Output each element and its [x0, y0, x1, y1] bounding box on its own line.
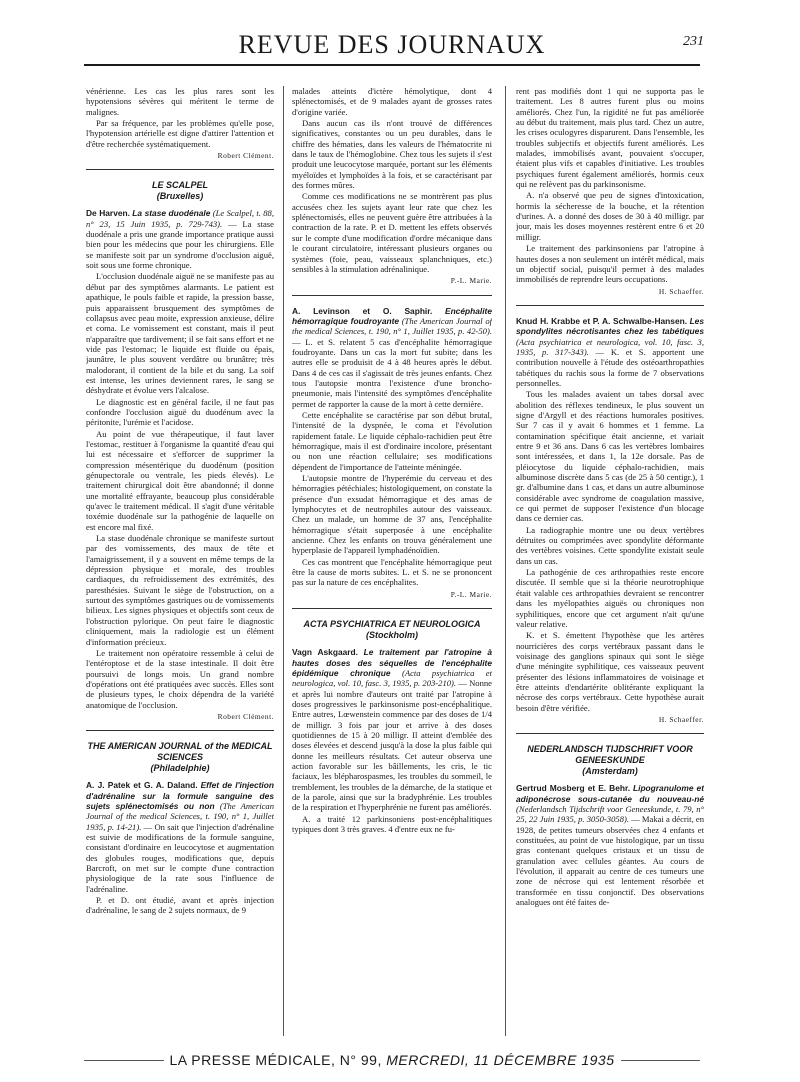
article-lead	[516, 316, 704, 388]
section-divider	[86, 169, 274, 170]
article-lead	[86, 780, 274, 894]
footer-issue: N° 99,	[339, 1052, 382, 1068]
paragraph: L'autopsie montre de l'hyperémie du cerveau et des hémorragies pétéchiales; histologiquement, on constate la présence d'un exsudat hémorragique et des amas de lymphocytes et de neutrophiles autour des vaisseaux. Chez un malade, un homme de 37 ans, l'encéphalite hémorragique s'était superposée à une encéphalite ancienne. Chez les enfants on trouva généralement une hyperplasie de l'appareil lymphadénoïdien.	[292, 473, 492, 556]
column-rule-left	[283, 86, 284, 1036]
footer-text	[164, 1052, 621, 1068]
footer-rule-left	[84, 1060, 164, 1061]
paragraph: A. n'a observé que peu de signes d'intoxication, hormis la sécheresse de la bouche, et la rétention d'urines. A. a donné des doses de 30 à 40 milligr. par jour, mais les doses moyennes restèrent entre 6 et 20 milligr.	[516, 190, 704, 242]
article-title: Le traitement par l'atropine à hautes doses des séquelles de l'encéphalite épidémique chronique	[292, 647, 492, 678]
footer-rule-right	[621, 1060, 701, 1061]
article-reference: (The American Journal of the medical Sciences, t. 190, n° 1, Juillet 1935, p. 42-50).	[292, 315, 492, 337]
author-signature: H. Schaeffer.	[658, 286, 704, 296]
footer-date: MERCREDI, 11 DÉCEMBRE 1935	[386, 1052, 615, 1068]
section-divider	[292, 608, 492, 609]
column-3	[516, 86, 704, 1036]
article-title: Encéphalite hémorragique foudroyante	[292, 305, 492, 326]
journal-city: (Amsterdam)	[582, 766, 638, 777]
page-number: 231	[683, 34, 704, 49]
article-text: — L. et S. relatent 5 cas d'encéphalite hémorragique foudroyante. Dans un cas la mort fut subite; dans les autres elle se produisit de 4 à 48 heures après le début. Dans 4 de ces cas il s'agissait de très jeunes enfants. Chez tous l'autopsie montra l'existence d'une broncho-pneumonie, mais l'intensité des symptômes d'encéphalite permet de rapporter la cause de la mort à cette dernière.	[292, 336, 492, 409]
journal-title: NEDERLANDSCH TIJDSCHRIFT VOOR GENEESKUNDE	[527, 744, 693, 766]
paragraph: P. et D. ont étudié, avant et après injection d'adrénaline, le sang de 2 sujets normaux, de 9	[86, 895, 274, 916]
section-divider	[516, 733, 704, 734]
article-author: A. J. Patek et G. A. Daland.	[86, 780, 198, 791]
paragraph: K. et S. émettent l'hypothèse que les artères nourricières des corps vertébraux passant dans le voisinage des ganglions spinaux qui sont le siège d'une méningite syphilitique, ces vaisseaux peuvent présenter des lésions inflammatoires de voisinage et être atteints d'endartérite oblitérante expliquant la nécrose des corps vertébraux. Cette hypothèse aurait besoin d'être vérifiée.	[516, 630, 704, 713]
article-lead	[292, 306, 492, 409]
article-text: — On sait que l'injection d'adrénaline est suivie de modifications de la formule sanguine, consistant d'ordinaire en leucocytose et augmentation des globules rouges, modifications que, depuis Barcroft, on met sur le compte d'une contraction physiologique de la rate sous l'influence de l'adrénaline.	[86, 821, 274, 894]
article-lead	[86, 208, 274, 270]
paragraph: Dans aucun cas ils n'ont trouvé de différences significatives, constantes ou un peu durables, dans le chiffre des hématies, dans les valeurs de l'hématocrite ni dans le taux de l'hémoglobine. Chez tous les sujets il s'est produit une leucocytose marquée, portant sur les éléments myéloïdes et lymphoïdes à la fois, et se caractérisant par des formes mûres.	[292, 118, 492, 191]
journal-city: (Philadelphie)	[150, 763, 210, 774]
article-reference: (Nederlandsch Tijdschrift voor Geneeskunde, t. 79, n° 25, 22 Juin 1935, p. 3050-3058).	[516, 803, 704, 825]
article-title: Les spondylites nécrotisantes chez les tabétiques	[516, 315, 704, 337]
column-rule-right	[505, 86, 506, 1036]
article-text: — Makai a décrit, en 1928, de petites tumeurs observées chez 4 enfants et constituées, au point de vue histologique, par un tissu gras contenant quelques cristaux et un tissu de granulation avec cellules géantes. Au cours de l'évolution, il apparait au centre de ces tumeurs une zone de nécrose qui est lentement résorbée et transformée en tissu conjonctif. Des observations analogues ont été faites de-	[516, 814, 704, 908]
article-reference: (Acta psychiatrica et neurologica, vol. 10, fasc. 3, 1935, p. 203-210).	[292, 667, 492, 689]
section-divider	[516, 305, 704, 306]
article-lead	[292, 647, 492, 813]
paragraph: Le diagnostic est en général facile, il ne faut pas confondre l'occlusion aiguë du duodénum avec la péritonite, l'urémie et l'acidose.	[86, 396, 274, 428]
paragraph: rent pas modifiés dont 1 qui ne supporta pas le traitement. Les 8 autres furent plus ou moins améliorés. Chez l'un, la rigidité ne fut pas améliorée au début du traitement, mais plus tard. Chez un autre, les crises oculogyres disparurent. Dans l'ensemble, les troubles subjectifs et objectifs furent améliorés. Les malades, immobilisés avant, pouvaient s'occuper, étaient plus vifs et capables d'initiative. Les troubles psychiques furent également améliorés, hormis ceux qui ne relèvent pas du parkinsonisme.	[516, 86, 704, 190]
article-text: — La stase duodénale a pris une grande importance pratique aussi bien pour les médecins que pour les chirurgiens. Elle se manifeste soit par un syndrome d'occlusion aiguë, soit sous une forme chronique.	[86, 218, 274, 271]
journal-city: (Stockholm)	[365, 630, 418, 641]
article-title: Lipogranulome et adiponécrose sous-cutanée du nouveau-né	[516, 783, 704, 804]
running-title: REVUE DES JOURNAUX	[238, 30, 546, 59]
article-author: Knud H. Krabbe et P. A. Schwalbe-Hansen.	[516, 315, 688, 326]
article-text: — K. et S. apportent une contribution nouvelle à l'étude des ostéoarthropathies tabétiques du rachis sous la forme de 7 observations personnelles.	[516, 346, 704, 388]
section-divider	[86, 730, 274, 731]
journal-city: (Bruxelles)	[156, 191, 204, 202]
journal-title: ACTA PSYCHIATRICA ET NEUROLOGICA	[303, 619, 481, 630]
author-signature: P.-L. Marie.	[450, 589, 492, 599]
article-author: Gertrud Mosberg et E. Behr.	[516, 783, 631, 794]
paragraph: vénérienne. Les cas les plus rares sont les hypotensions sévères qui méritent le terme de malignes.	[86, 86, 274, 117]
paragraph: Le traitement non opératoire ressemble à celui de l'entéroptose et de la stase intestinale. Il doit être poursuivi de longs mois. Un grand nombre d'opérations ont été pratiquées avec succès. Elles sont de plusieurs types, le choix dépendra de la variété anatomique de l'occlusion.	[86, 647, 274, 710]
paragraph: Tous les malades avaient un tabes dorsal avec abolition des réflexes tendineux, le plus souvent un signe d'Argyll et des réactions humorales positives. Sur 7 cas il y avait 6 hommes et 1 femme. La contamination spécifique était ancienne, et variait entre 9 et 36 ans. Dans 6 cas les vertèbres lombaires sont intéressées, et dans 1, la 12e dorsale. Pas de pléiocytose du liquide céphalo-rachidien, mais albuminose discrète dans 5 cas (de 25 à 50 centigr.), 1 gr. d'albumine dans 1 cas, et dans un autre albuminose considérable avec syndrome de coagulation massive, ce qui permet de supposer l'existence d'un blocage dans ce dernier cas.	[516, 389, 704, 524]
paragraph: L'occlusion duodénale aiguë ne se manifeste pas au début par des symptômes alarmants. Le patient est apathique, le pouls faible et rapide, la pression basse, puis apparaissent brusquement des symptômes de collapsus avec peau moite, expression anxieuse, délire et coma. Le vomissement est constant, mais il peut n'apparaître que tardivement; il se fait sans effort et ne vide pas l'estomac; le liquide est fluide ou épais, jaunâtre, le plus souvent verdâtre ou brunâtre; très malodorant, il contient de la bile et du sang. La soif est intense, les urines deviennent rares, le sang se déshydrate et évolue vers l'alcalose.	[86, 271, 274, 396]
paragraph: La radiographie montre une ou deux vertèbres détruites ou comprimées avec spondylite déformante des vertèbres voisines. Cette spondylite existait seule dans un cas.	[516, 524, 704, 566]
journal-title: THE AMERICAN JOURNAL of the MEDICAL SCIENCES	[87, 741, 273, 763]
article-reference: (Acta psychiatrica et neurologica, vol. 10, fasc. 3, 1935, p. 317-343).	[516, 336, 704, 357]
article-lead	[516, 783, 704, 907]
article-reference: (Le Scalpel, t. 88, n° 23, 15 Juin 1935, p. 729-743).	[86, 208, 274, 229]
page-footer	[84, 1053, 700, 1067]
article-author: A. Levinson et O. Saphir.	[292, 305, 433, 316]
footer-journal: LA PRESSE MÉDICALE,	[169, 1052, 336, 1068]
paragraph: Le traitement des parkinsoniens par l'atropine à hautes doses a non seulement un intérêt médical, mais un objectif social, puisqu'il permet à des malades immobilisés de reprendre leurs occupations.	[516, 243, 704, 285]
section-divider	[292, 295, 492, 296]
journal-title: LE SCALPEL	[151, 180, 208, 191]
article-reference: (The American Journal of the medical Sciences, t. 190, n° 1, Juillet 1935, p. 14-21).	[86, 800, 274, 832]
author-signature: Robert Clément.	[217, 711, 274, 721]
paragraph: Par sa fréquence, par les problèmes qu'elle pose, l'hypotension artérielle est digne d'attirer l'attention et d'être recherchée systématiquement.	[86, 118, 274, 149]
paragraph: La stase duodénale chronique se manifeste surtout par des vomissements, des maux de tête et l'amaigrissement, il y a souvent en même temps de la dépression physique et morale, des troubles cardiaques, du refroidissement des extrémités, des paresthésies. Suivant le siège de l'obstruction, on a surtout des symptômes gastriques ou de vomissements bilieux. Les signes physiques et objectifs sont ceux de l'obstruction pylorique. On peut faire le diagnostic cliniquement, mais la radiologie est un élément d'information précieux.	[86, 533, 274, 647]
page-header	[84, 30, 704, 66]
article-author: De Harven.	[86, 208, 130, 219]
article-title: La stase duodénale	[132, 208, 211, 219]
article-title: Effet de l'injection d'adrénaline sur la formule sanguine des sujets splénectomisés ou non	[86, 780, 274, 811]
author-signature: H. Schaeffer.	[658, 714, 704, 724]
author-signature: Robert Clément.	[217, 151, 274, 161]
paragraph: Cette encéphalite se caractérise par son début brutal, l'intensité de la dyspnée, le coma et l'évolution rapidement fatale. Le liquide céphalo-rachidien peut être hémorragique, mais il est d'ordinaire incolore, présentant ou non une réaction cellulaire; ses modifications dépendent de l'importance de l'atteinte méningée.	[292, 409, 492, 472]
paragraph: Comme ces modifications ne se montrèrent pas plus accusées chez les sujets ayant leur rate que chez les splénectomisés, elles ne peuvent guère être attribuées à la contraction de la rate. P. et D. mettent les effets observés sur le compte d'une modification d'ordre mécanique dans le courant circulatoire, intéressant plusieurs organes ou systèmes (foie, peau, vaisseaux splanchniques, etc.) sensibles à la stimulation adrénalinique.	[292, 191, 492, 274]
paragraph: La pathogénie de ces arthropathies reste encore discutée. Il semble que si la théorie neurotrophique était valable ces arthropathies devraient se rencontrer dans les myélopathies aiguës ou chroniques non syphilitiques, encore que cet argument n'ait qu'une valeur relative.	[516, 567, 704, 629]
author-signature: P.-L. Marie.	[450, 276, 492, 286]
article-author: Vagn Askgaard.	[292, 647, 358, 658]
column-1	[86, 86, 274, 1036]
paragraph: Au point de vue thérapeutique, il faut laver l'estomac, restituer à l'organisme la quantité d'eau qui lui est nécessaire et s'efforcer de supprimer la compression mésentérique du duodénum (position génupectorale ou ventrale, les pieds élevés). Le traitement chirurgical doit être abandonné; il donne une mortalité effrayante, beaucoup plus considérable qu'avec le traitement médical. Il s'agit d'une véritable toxémie duodénale sur la pathogénie de laquelle on est encore mal fixé.	[86, 428, 274, 532]
article-text: — Nonne et après lui nombre d'auteurs ont traité par l'atropine à doses progressives le parkinsonisme post-encéphalitique. Entre autres, Lœwenstein commence par des doses de 1/4 de milligr. 3 fois par jour et arrive à des doses quotidiennes de 15 à 20 milligr. Il atteint d'emblée des doses élevées et descend jusqu'à la dose la plus faible qui donne les meilleurs résultats. Cet auteur observa une action favorable sur les bâillements, les cris, le tic faciaux, les blépharospasmes, les troubles du sommeil, le tremblement, les troubles de la démarche, de la statique et de la parole, ainsi que sur la bradyphrénie. Les troubles de la respiration et l'hyperphrénie ne furent pas améliorés.	[292, 678, 492, 813]
paragraph: Ces cas montrent que l'encéphalite hémorragique peut être la cause de morts subites. L. et S. ne se prononcent pas sur la nature de ces encéphalites.	[292, 556, 492, 588]
column-2	[292, 86, 492, 1036]
paragraph: A. a traité 12 parkinsoniens post-encéphalitiques typiques dont 3 très graves. 4 d'entre eux ne fu-	[292, 813, 492, 834]
paragraph: malades atteints d'ictère hémolytique, dont 4 splénectomisés, et de 9 malades ayant de grosses rates d'origine variée.	[292, 86, 492, 117]
